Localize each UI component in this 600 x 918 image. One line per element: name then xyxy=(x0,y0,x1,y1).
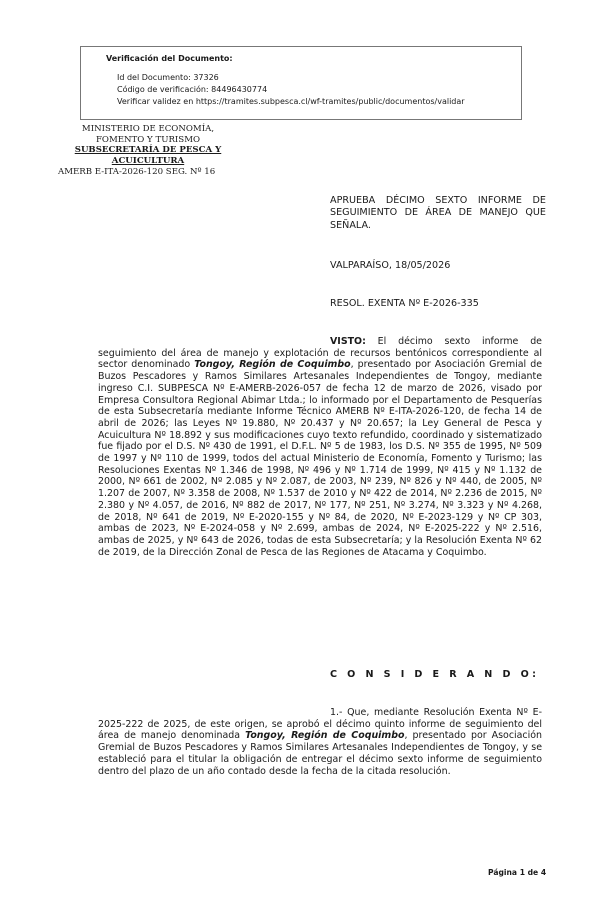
ministry-line-1: MINISTERIO DE ECONOMÍA, xyxy=(81,124,215,134)
verification-title: Verificación del Documento: xyxy=(106,54,233,63)
considerando-section xyxy=(98,707,542,777)
considerando-1-paragraph xyxy=(98,707,542,777)
validation-url-item[interactable]: • Verificar validez en https://tramites.subpesca.cl/wf-tramites/public/documentos/validar xyxy=(117,96,511,108)
ministry-line-2: FOMENTO Y TURISMO xyxy=(95,134,201,145)
date-line: VALPARAÍSO, 18/05/2026 xyxy=(330,260,451,271)
page-number: Página 1 de 4 xyxy=(488,868,547,877)
considerando-1-text-1: 1.- Que, mediante Resolución Exenta Nº E-2025-222 de 2025, de este origen, se aprobó el décimo quinto informe de seguimiento del área de manejo denominada xyxy=(98,707,542,742)
resolution-title: APRUEBA DÉCIMO SEXTO INFORME DE SEGUIMIENTO DE ÁREA DE MANEJO QUE SEÑALA. xyxy=(330,195,546,231)
document-id-item: • Id del Documento: 37326 xyxy=(117,72,511,84)
verification-box xyxy=(80,46,522,120)
subsecretaria-line-2: ACUICULTURA xyxy=(111,155,185,166)
visto-sector: Tongoy, Región de Coquimbo xyxy=(194,359,351,371)
visto-section xyxy=(98,336,542,558)
subsecretaria-line-1: SUBSECRETARÍA DE PESCA Y xyxy=(74,145,222,155)
verification-list xyxy=(107,72,511,108)
considerando-1-sector: Tongoy, Región de Coquimbo xyxy=(245,730,405,742)
considerando-1-text-2: , presentado por Asociación Gremial de Buzos Pescadores y Ramos Similares Artesanales Independientes de Tongoy, y se estableció para el titular la obligación de entregar el décimo sexto informe de seguimiento dentro del plazo de un año contado desde la fecha de la citada resolución. xyxy=(98,730,542,777)
visto-label: VISTO: xyxy=(330,336,366,347)
document-reference: AMERB E-ITA-2026-120 SEG. Nº 16 xyxy=(58,167,216,177)
resolution-number: RESOL. EXENTA Nº E-2026-335 xyxy=(330,298,479,309)
visto-paragraph xyxy=(98,336,542,558)
visto-text-1: El décimo sexto informe de seguimiento del área de manejo y explotación de recursos bentónicos correspondiente al sector denominado xyxy=(98,336,542,371)
ministry-header xyxy=(58,124,238,178)
visto-text-2: , presentado por Asociación Gremial de Buzos Pescadores y Ramos Similares Artesanales Independientes de Tongoy, mediante ingreso C.I. SUBPESCA Nº E-AMERB-2026-057 de fecha 12 de marzo de 2026, visado por Empresa Consultora Regional Abimar Ltda.; lo informado por el Departamento de Pesquerías de esta Subsecretaría mediante Informe Técnico AMERB Nº E-ITA-2026-120, de fecha 14 de abril de 2026; las Leyes Nº 19.880, Nº 20.437 y Nº 20.657; la Ley General de Pesca y Acuicultura Nº 18.892 y sus modificaciones cuyo texto refundido, coordinado y sistematizado fue fijado por el D.S. Nº 430 de 1991, el D.F.L. Nº 5 de 1983, los D.S. Nº 355 de 1995, Nº 509 de 1997 y Nº 110 de 1999, todos del actual Ministerio de Economía, Fomento y Turismo; las Resoluciones Exentas Nº 1.346 de 1998, Nº 496 y Nº 1.714 de 1999, Nº 415 y Nº 1.132 de 2000, Nº 661 de 2002, Nº 2.085 y Nº 2.087, de 2003, Nº 239, Nº 826 y Nº 440, de 2005, Nº 1.207 de 2007, Nº 3.358 de 2008, Nº 1.537 de 2010 y Nº 422 de 2014, Nº 2.236 de 2015, Nº 2.380 y Nº 4.057, de 2016, Nº 882 de 2017, Nº 177, Nº 251, Nº 3.274, Nº 3.323 y Nº 4.268, de 2018, Nº 641 de 2019, Nº E-2020-155 y Nº 84, de 2020, Nº E-2023-129 y Nº CP 303, ambas de 2023, Nº E-2024-058 y Nº 2.699, ambas de 2024, Nº E-2025-222 y Nº 2.516, ambas de 2025, y Nº 643 de 2026, todas de esta Subsecretaría; y la Resolución Exenta Nº 62 de 2019, de la Dirección Zonal de Pesca de las Regiones de Atacama y Coquimbo. xyxy=(98,359,542,558)
verification-code-item: • Código de verificación: 84496430774 xyxy=(117,84,511,96)
considerando-heading: C O N S I D E R A N D O: xyxy=(330,669,540,680)
